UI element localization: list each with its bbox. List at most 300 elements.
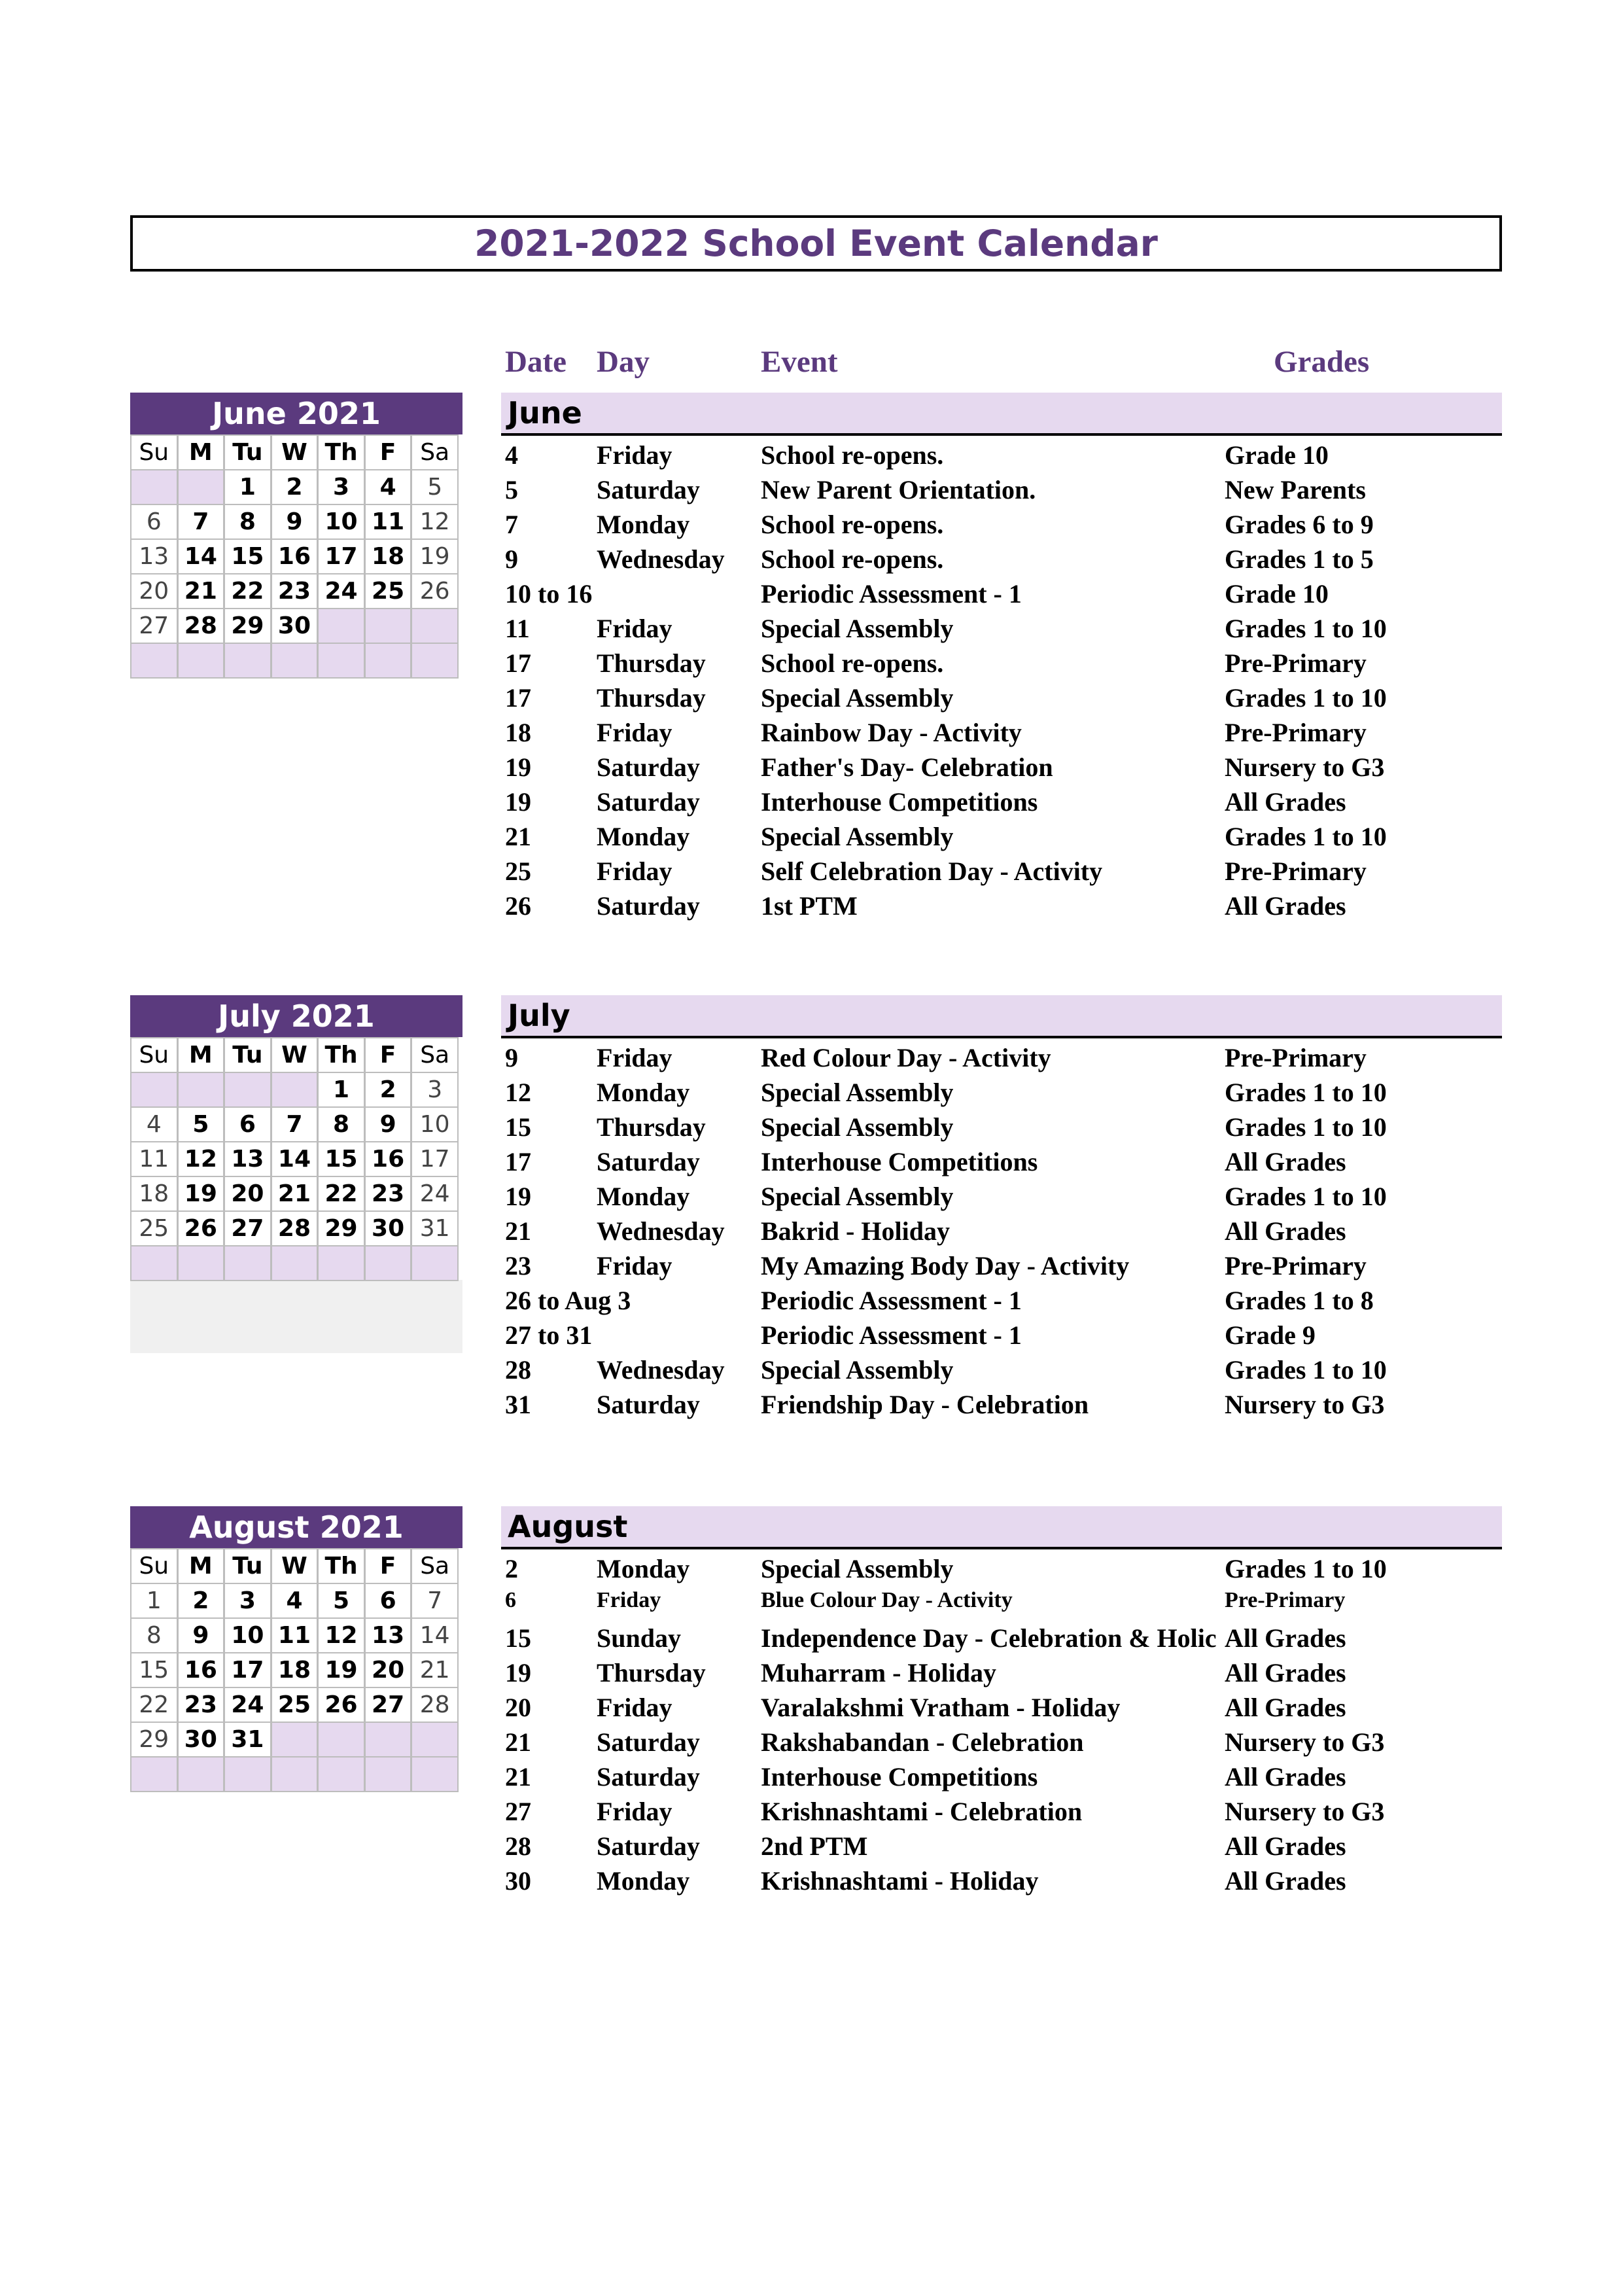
weekday-label: Th <box>317 1548 365 1584</box>
event-day: Monday <box>597 1866 690 1896</box>
calendar-day: 24 <box>224 1687 271 1723</box>
calendar-day: 3 <box>224 1583 271 1619</box>
weekday-header <box>130 1037 462 1072</box>
event-name: Red Colour Day - Activity <box>761 1043 1051 1072</box>
event-date: 28 <box>505 1355 531 1385</box>
calendar-day: 22 <box>317 1176 365 1212</box>
event-name: Special Assembly <box>761 1554 954 1583</box>
calendar-day: 22 <box>224 573 271 609</box>
calendar-week <box>130 504 462 539</box>
event-date: 30 <box>505 1866 531 1896</box>
event-name: Periodic Assessment - 1 <box>761 1320 1022 1350</box>
event-list <box>501 1553 1502 1900</box>
calendar-day: 31 <box>411 1210 459 1246</box>
weekday-label: Tu <box>224 1548 271 1584</box>
event-name: Periodic Assessment - 1 <box>761 1286 1022 1315</box>
event-grades: Grades 1 to 5 <box>1225 544 1374 574</box>
calendar-day <box>411 1245 459 1281</box>
event-row <box>501 1389 1502 1424</box>
calendar-day <box>364 1756 412 1792</box>
event-name: Special Assembly <box>761 683 954 713</box>
calendar-day: 27 <box>224 1210 271 1246</box>
event-name: Periodic Assessment - 1 <box>761 579 1022 609</box>
calendar-day: 19 <box>317 1652 365 1688</box>
calendar-week <box>130 1687 462 1722</box>
event-name: Self Celebration Day - Activity <box>761 857 1103 886</box>
weekday-label: W <box>271 1037 319 1073</box>
calendar-day: 16 <box>271 539 319 574</box>
event-name: Special Assembly <box>761 1355 954 1385</box>
calendar-day: 8 <box>130 1617 178 1653</box>
event-name: Special Assembly <box>761 1112 954 1142</box>
event-row <box>501 1692 1502 1727</box>
calendar-day: 9 <box>364 1106 412 1142</box>
event-day: Saturday <box>597 475 700 504</box>
event-day: Monday <box>597 510 690 539</box>
event-name: 1st PTM <box>761 891 858 921</box>
calendar-day <box>177 643 225 679</box>
event-list <box>501 1042 1502 1424</box>
event-day: Thursday <box>597 648 706 678</box>
calendar-day: 13 <box>130 539 178 574</box>
calendar-day: 3 <box>317 469 365 505</box>
calendar-day: 25 <box>364 573 412 609</box>
weekday-label: Su <box>130 1548 178 1584</box>
weekday-label: M <box>177 1037 225 1073</box>
calendar-day: 9 <box>177 1617 225 1653</box>
event-date: 7 <box>505 510 518 539</box>
calendar-day <box>317 1245 365 1281</box>
calendar-filler <box>130 1280 462 1353</box>
event-name: Special Assembly <box>761 614 954 643</box>
calendar-day: 25 <box>271 1687 319 1723</box>
calendar-day: 15 <box>224 539 271 574</box>
event-row <box>501 613 1502 648</box>
calendar-week <box>130 1176 462 1210</box>
event-grades: All Grades <box>1225 1147 1346 1176</box>
calendar-day: 9 <box>271 504 319 540</box>
calendar-day: 13 <box>224 1141 271 1177</box>
month-band: June <box>501 393 1502 436</box>
calendar-day: 30 <box>364 1210 412 1246</box>
event-day: Thursday <box>597 683 706 713</box>
calendar-day: 12 <box>177 1141 225 1177</box>
event-day: Wednesday <box>597 1355 725 1385</box>
event-name: Muharram - Holiday <box>761 1658 996 1687</box>
calendar-day <box>411 1756 459 1792</box>
event-date: 19 <box>505 752 531 782</box>
calendar-week <box>130 1652 462 1687</box>
calendar-day <box>411 608 459 644</box>
calendar-day: 27 <box>364 1687 412 1723</box>
event-date: 4 <box>505 440 518 470</box>
event-grades: Nursery to G3 <box>1225 1797 1385 1826</box>
calendar-day <box>224 1245 271 1281</box>
event-grades: All Grades <box>1225 787 1346 817</box>
event-date: 12 <box>505 1078 531 1107</box>
event-row <box>501 682 1502 717</box>
mini-calendar <box>130 995 462 1353</box>
event-day: Saturday <box>597 1147 700 1176</box>
calendar-day: 26 <box>411 573 459 609</box>
mini-calendar <box>130 1506 462 1791</box>
calendar-day: 3 <box>411 1072 459 1108</box>
calendar-day: 17 <box>411 1141 459 1177</box>
calendar-day <box>271 643 319 679</box>
calendar-day: 4 <box>364 469 412 505</box>
weekday-label: Sa <box>411 1548 459 1584</box>
event-date: 26 <box>505 891 531 921</box>
calendar-day: 12 <box>411 504 459 540</box>
event-name: Krishnashtami - Holiday <box>761 1866 1039 1896</box>
event-name: Rainbow Day - Activity <box>761 718 1022 747</box>
calendar-day: 2 <box>177 1583 225 1619</box>
event-date: 6 <box>505 1588 516 1612</box>
event-grades: Pre-Primary <box>1225 718 1367 747</box>
calendar-day: 6 <box>224 1106 271 1142</box>
event-grades: Grades 1 to 10 <box>1225 1078 1387 1107</box>
event-date: 19 <box>505 1182 531 1211</box>
calendar-day: 21 <box>411 1652 459 1688</box>
event-grades: All Grades <box>1225 1693 1346 1722</box>
calendar-day: 5 <box>411 469 459 505</box>
column-header-date: Date <box>505 345 567 379</box>
weekday-label: Tu <box>224 434 271 470</box>
calendar-day <box>130 1245 178 1281</box>
calendar-day: 19 <box>411 539 459 574</box>
calendar-day: 21 <box>177 573 225 609</box>
calendar-day: 17 <box>317 539 365 574</box>
event-day: Friday <box>597 1797 672 1826</box>
event-row <box>501 1761 1502 1796</box>
event-grades: All Grades <box>1225 1762 1346 1792</box>
event-day: Friday <box>597 614 672 643</box>
calendar-day: 14 <box>271 1141 319 1177</box>
event-date: 27 <box>505 1797 531 1826</box>
weekday-label: Su <box>130 434 178 470</box>
calendar-week <box>130 573 462 608</box>
calendar-day <box>177 1245 225 1281</box>
calendar-day: 18 <box>364 539 412 574</box>
calendar-day: 4 <box>130 1106 178 1142</box>
mini-calendar-title: August 2021 <box>130 1506 462 1548</box>
event-date: 9 <box>505 544 518 574</box>
event-row <box>501 1831 1502 1865</box>
event-date: 15 <box>505 1112 531 1142</box>
calendar-day <box>364 643 412 679</box>
event-row <box>501 821 1502 856</box>
event-name: Father's Day- Celebration <box>761 752 1053 782</box>
event-day: Friday <box>597 1043 672 1072</box>
event-day: Friday <box>597 1251 672 1280</box>
event-name: Special Assembly <box>761 1078 954 1107</box>
event-grades: New Parents <box>1225 475 1366 504</box>
calendar-day: 29 <box>224 608 271 644</box>
event-grades: Grade 10 <box>1225 579 1329 609</box>
calendar-day <box>130 1072 178 1108</box>
calendar-day: 27 <box>130 608 178 644</box>
event-grades: Pre-Primary <box>1225 1043 1367 1072</box>
page-title: 2021-2022 School Event Calendar <box>474 222 1158 264</box>
event-row <box>501 1623 1502 1657</box>
event-name: School re-opens. <box>761 544 944 574</box>
calendar-week <box>130 643 462 677</box>
mini-calendar-title: July 2021 <box>130 995 462 1037</box>
event-grades: Grades 1 to 10 <box>1225 1355 1387 1385</box>
calendar-day <box>177 1756 225 1792</box>
event-row <box>501 1042 1502 1077</box>
calendar-week <box>130 469 462 504</box>
weekday-label: W <box>271 434 319 470</box>
calendar-day: 2 <box>271 469 319 505</box>
calendar-day: 11 <box>130 1141 178 1177</box>
calendar-day: 12 <box>317 1617 365 1653</box>
calendar-week <box>130 1106 462 1141</box>
event-grades: All Grades <box>1225 1658 1346 1687</box>
event-grades: Grades 1 to 8 <box>1225 1286 1374 1315</box>
calendar-day: 16 <box>364 1141 412 1177</box>
event-date: 23 <box>505 1251 531 1280</box>
title-box <box>130 215 1502 272</box>
event-row <box>501 1285 1502 1320</box>
event-row <box>501 752 1502 786</box>
calendar-week <box>130 1245 462 1280</box>
calendar-day: 11 <box>364 504 412 540</box>
event-name: New Parent Orientation. <box>761 475 1036 504</box>
event-name: Blue Colour Day - Activity <box>761 1588 1013 1612</box>
event-date: 19 <box>505 1658 531 1687</box>
mini-calendar <box>130 393 462 677</box>
event-date: 17 <box>505 683 531 713</box>
calendar-day: 7 <box>411 1583 459 1619</box>
calendar-day <box>224 1756 271 1792</box>
event-row <box>501 1657 1502 1692</box>
weekday-label: M <box>177 1548 225 1584</box>
calendar-week <box>130 1583 462 1617</box>
event-date: 28 <box>505 1831 531 1861</box>
weekday-label: W <box>271 1548 319 1584</box>
event-name: Interhouse Competitions <box>761 1762 1038 1792</box>
event-name: Varalakshmi Vratham - Holiday <box>761 1693 1121 1722</box>
event-grades: Grades 1 to 10 <box>1225 683 1387 713</box>
calendar-day: 17 <box>224 1652 271 1688</box>
event-grades: Grade 9 <box>1225 1320 1316 1350</box>
event-name: Interhouse Competitions <box>761 787 1038 817</box>
weekday-label: M <box>177 434 225 470</box>
event-row <box>501 544 1502 578</box>
event-row <box>501 1320 1502 1354</box>
event-day: Friday <box>597 857 672 886</box>
calendar-day: 19 <box>177 1176 225 1212</box>
calendar-day: 20 <box>364 1652 412 1688</box>
event-day: Friday <box>597 1693 672 1722</box>
calendar-day: 6 <box>364 1583 412 1619</box>
event-row <box>501 1796 1502 1831</box>
event-day: Friday <box>597 1588 661 1612</box>
event-day: Monday <box>597 1078 690 1107</box>
calendar-day: 7 <box>177 504 225 540</box>
event-date: 18 <box>505 718 531 747</box>
event-name: School re-opens. <box>761 648 944 678</box>
event-grades: Grades 1 to 10 <box>1225 822 1387 851</box>
event-date: 15 <box>505 1623 531 1653</box>
event-row <box>501 1181 1502 1216</box>
calendar-day <box>364 1245 412 1281</box>
calendar-day: 23 <box>364 1176 412 1212</box>
calendar-day: 18 <box>130 1176 178 1212</box>
event-date: 19 <box>505 787 531 817</box>
calendar-day <box>130 643 178 679</box>
event-grades: All Grades <box>1225 1216 1346 1246</box>
event-day: Saturday <box>597 752 700 782</box>
event-date: 11 <box>505 614 530 643</box>
event-day: Friday <box>597 440 672 470</box>
event-date: 21 <box>505 1216 531 1246</box>
column-header-day: Day <box>597 345 650 379</box>
calendar-day: 29 <box>130 1722 178 1757</box>
calendar-day: 1 <box>130 1583 178 1619</box>
event-row <box>501 1553 1502 1588</box>
calendar-day: 1 <box>317 1072 365 1108</box>
event-row <box>501 1865 1502 1900</box>
calendar-day <box>130 1756 178 1792</box>
weekday-label: Sa <box>411 1037 459 1073</box>
calendar-day: 14 <box>177 539 225 574</box>
event-date: 21 <box>505 1762 531 1792</box>
event-name: Special Assembly <box>761 822 954 851</box>
weekday-label: Th <box>317 434 365 470</box>
calendar-day <box>411 1722 459 1757</box>
calendar-day: 2 <box>364 1072 412 1108</box>
event-grades: Nursery to G3 <box>1225 1390 1385 1419</box>
calendar-day: 10 <box>317 504 365 540</box>
calendar-day: 13 <box>364 1617 412 1653</box>
weekday-label: Sa <box>411 434 459 470</box>
event-row <box>501 1112 1502 1146</box>
calendar-day: 29 <box>317 1210 365 1246</box>
calendar-week <box>130 608 462 643</box>
calendar-day: 20 <box>130 573 178 609</box>
weekday-label: Su <box>130 1037 178 1073</box>
event-row <box>501 1077 1502 1112</box>
calendar-day: 14 <box>411 1617 459 1653</box>
event-row <box>501 1588 1502 1623</box>
weekday-label: F <box>364 1548 412 1584</box>
event-grades: Nursery to G3 <box>1225 1727 1385 1757</box>
column-header-grades: Grades <box>1274 345 1370 379</box>
event-day: Saturday <box>597 1390 700 1419</box>
event-grades: Pre-Primary <box>1225 648 1367 678</box>
event-date: 27 to 31 <box>505 1320 593 1350</box>
event-list <box>501 440 1502 925</box>
calendar-week <box>130 539 462 573</box>
event-date: 31 <box>505 1390 531 1419</box>
event-date: 10 to 16 <box>505 579 593 609</box>
calendar-day: 26 <box>317 1687 365 1723</box>
calendar-day <box>411 643 459 679</box>
event-name: Independence Day - Celebration & Holic <box>761 1623 1217 1653</box>
calendar-day <box>271 1245 319 1281</box>
calendar-day: 10 <box>224 1617 271 1653</box>
event-name: Krishnashtami - Celebration <box>761 1797 1083 1826</box>
event-grades: Pre-Primary <box>1225 1251 1367 1280</box>
calendar-day: 20 <box>224 1176 271 1212</box>
event-name: Special Assembly <box>761 1182 954 1211</box>
calendar-day <box>224 1072 271 1108</box>
event-day: Monday <box>597 1182 690 1211</box>
event-day: Saturday <box>597 1762 700 1792</box>
calendar-day <box>177 469 225 505</box>
calendar-day <box>271 1756 319 1792</box>
event-row <box>501 440 1502 474</box>
event-grades: Pre-Primary <box>1225 857 1367 886</box>
calendar-day <box>130 469 178 505</box>
calendar-day: 5 <box>177 1106 225 1142</box>
weekday-label: Tu <box>224 1037 271 1073</box>
calendar-day <box>317 1722 365 1757</box>
calendar-day: 15 <box>317 1141 365 1177</box>
calendar-day: 28 <box>177 608 225 644</box>
calendar-day: 30 <box>271 608 319 644</box>
calendar-week <box>130 1617 462 1652</box>
calendar-day <box>317 608 365 644</box>
event-grades: Grades 1 to 10 <box>1225 1554 1387 1583</box>
event-day: Monday <box>597 822 690 851</box>
mini-calendar-title: June 2021 <box>130 393 462 434</box>
event-grades: Grades 1 to 10 <box>1225 614 1387 643</box>
calendar-day: 23 <box>177 1687 225 1723</box>
event-row <box>501 1727 1502 1761</box>
event-day: Wednesday <box>597 1216 725 1246</box>
event-row <box>501 717 1502 752</box>
calendar-day: 22 <box>130 1687 178 1723</box>
calendar-day: 1 <box>224 469 271 505</box>
event-name: Friendship Day - Celebration <box>761 1390 1089 1419</box>
event-row <box>501 648 1502 682</box>
event-grades: All Grades <box>1225 1831 1346 1861</box>
event-grades: All Grades <box>1225 1623 1346 1653</box>
calendar-day: 25 <box>130 1210 178 1246</box>
calendar-day: 31 <box>224 1722 271 1757</box>
event-day: Wednesday <box>597 544 725 574</box>
weekday-header <box>130 434 462 469</box>
event-date: 21 <box>505 1727 531 1757</box>
event-day: Saturday <box>597 787 700 817</box>
event-date: 20 <box>505 1693 531 1722</box>
event-day: Saturday <box>597 1727 700 1757</box>
calendar-day: 16 <box>177 1652 225 1688</box>
calendar-day: 11 <box>271 1617 319 1653</box>
event-date: 25 <box>505 857 531 886</box>
calendar-day <box>364 608 412 644</box>
calendar-day: 5 <box>317 1583 365 1619</box>
calendar-day: 24 <box>411 1176 459 1212</box>
weekday-header <box>130 1548 462 1583</box>
event-grades: Grades 1 to 10 <box>1225 1182 1387 1211</box>
event-row <box>501 578 1502 613</box>
month-band: July <box>501 995 1502 1038</box>
calendar-day <box>271 1722 319 1757</box>
event-row <box>501 856 1502 891</box>
calendar-week <box>130 1141 462 1176</box>
calendar-day: 10 <box>411 1106 459 1142</box>
calendar-day <box>317 643 365 679</box>
calendar-day: 28 <box>271 1210 319 1246</box>
calendar-week <box>130 1072 462 1106</box>
calendar-day: 15 <box>130 1652 178 1688</box>
event-day: Thursday <box>597 1658 706 1687</box>
calendar-day <box>317 1756 365 1792</box>
